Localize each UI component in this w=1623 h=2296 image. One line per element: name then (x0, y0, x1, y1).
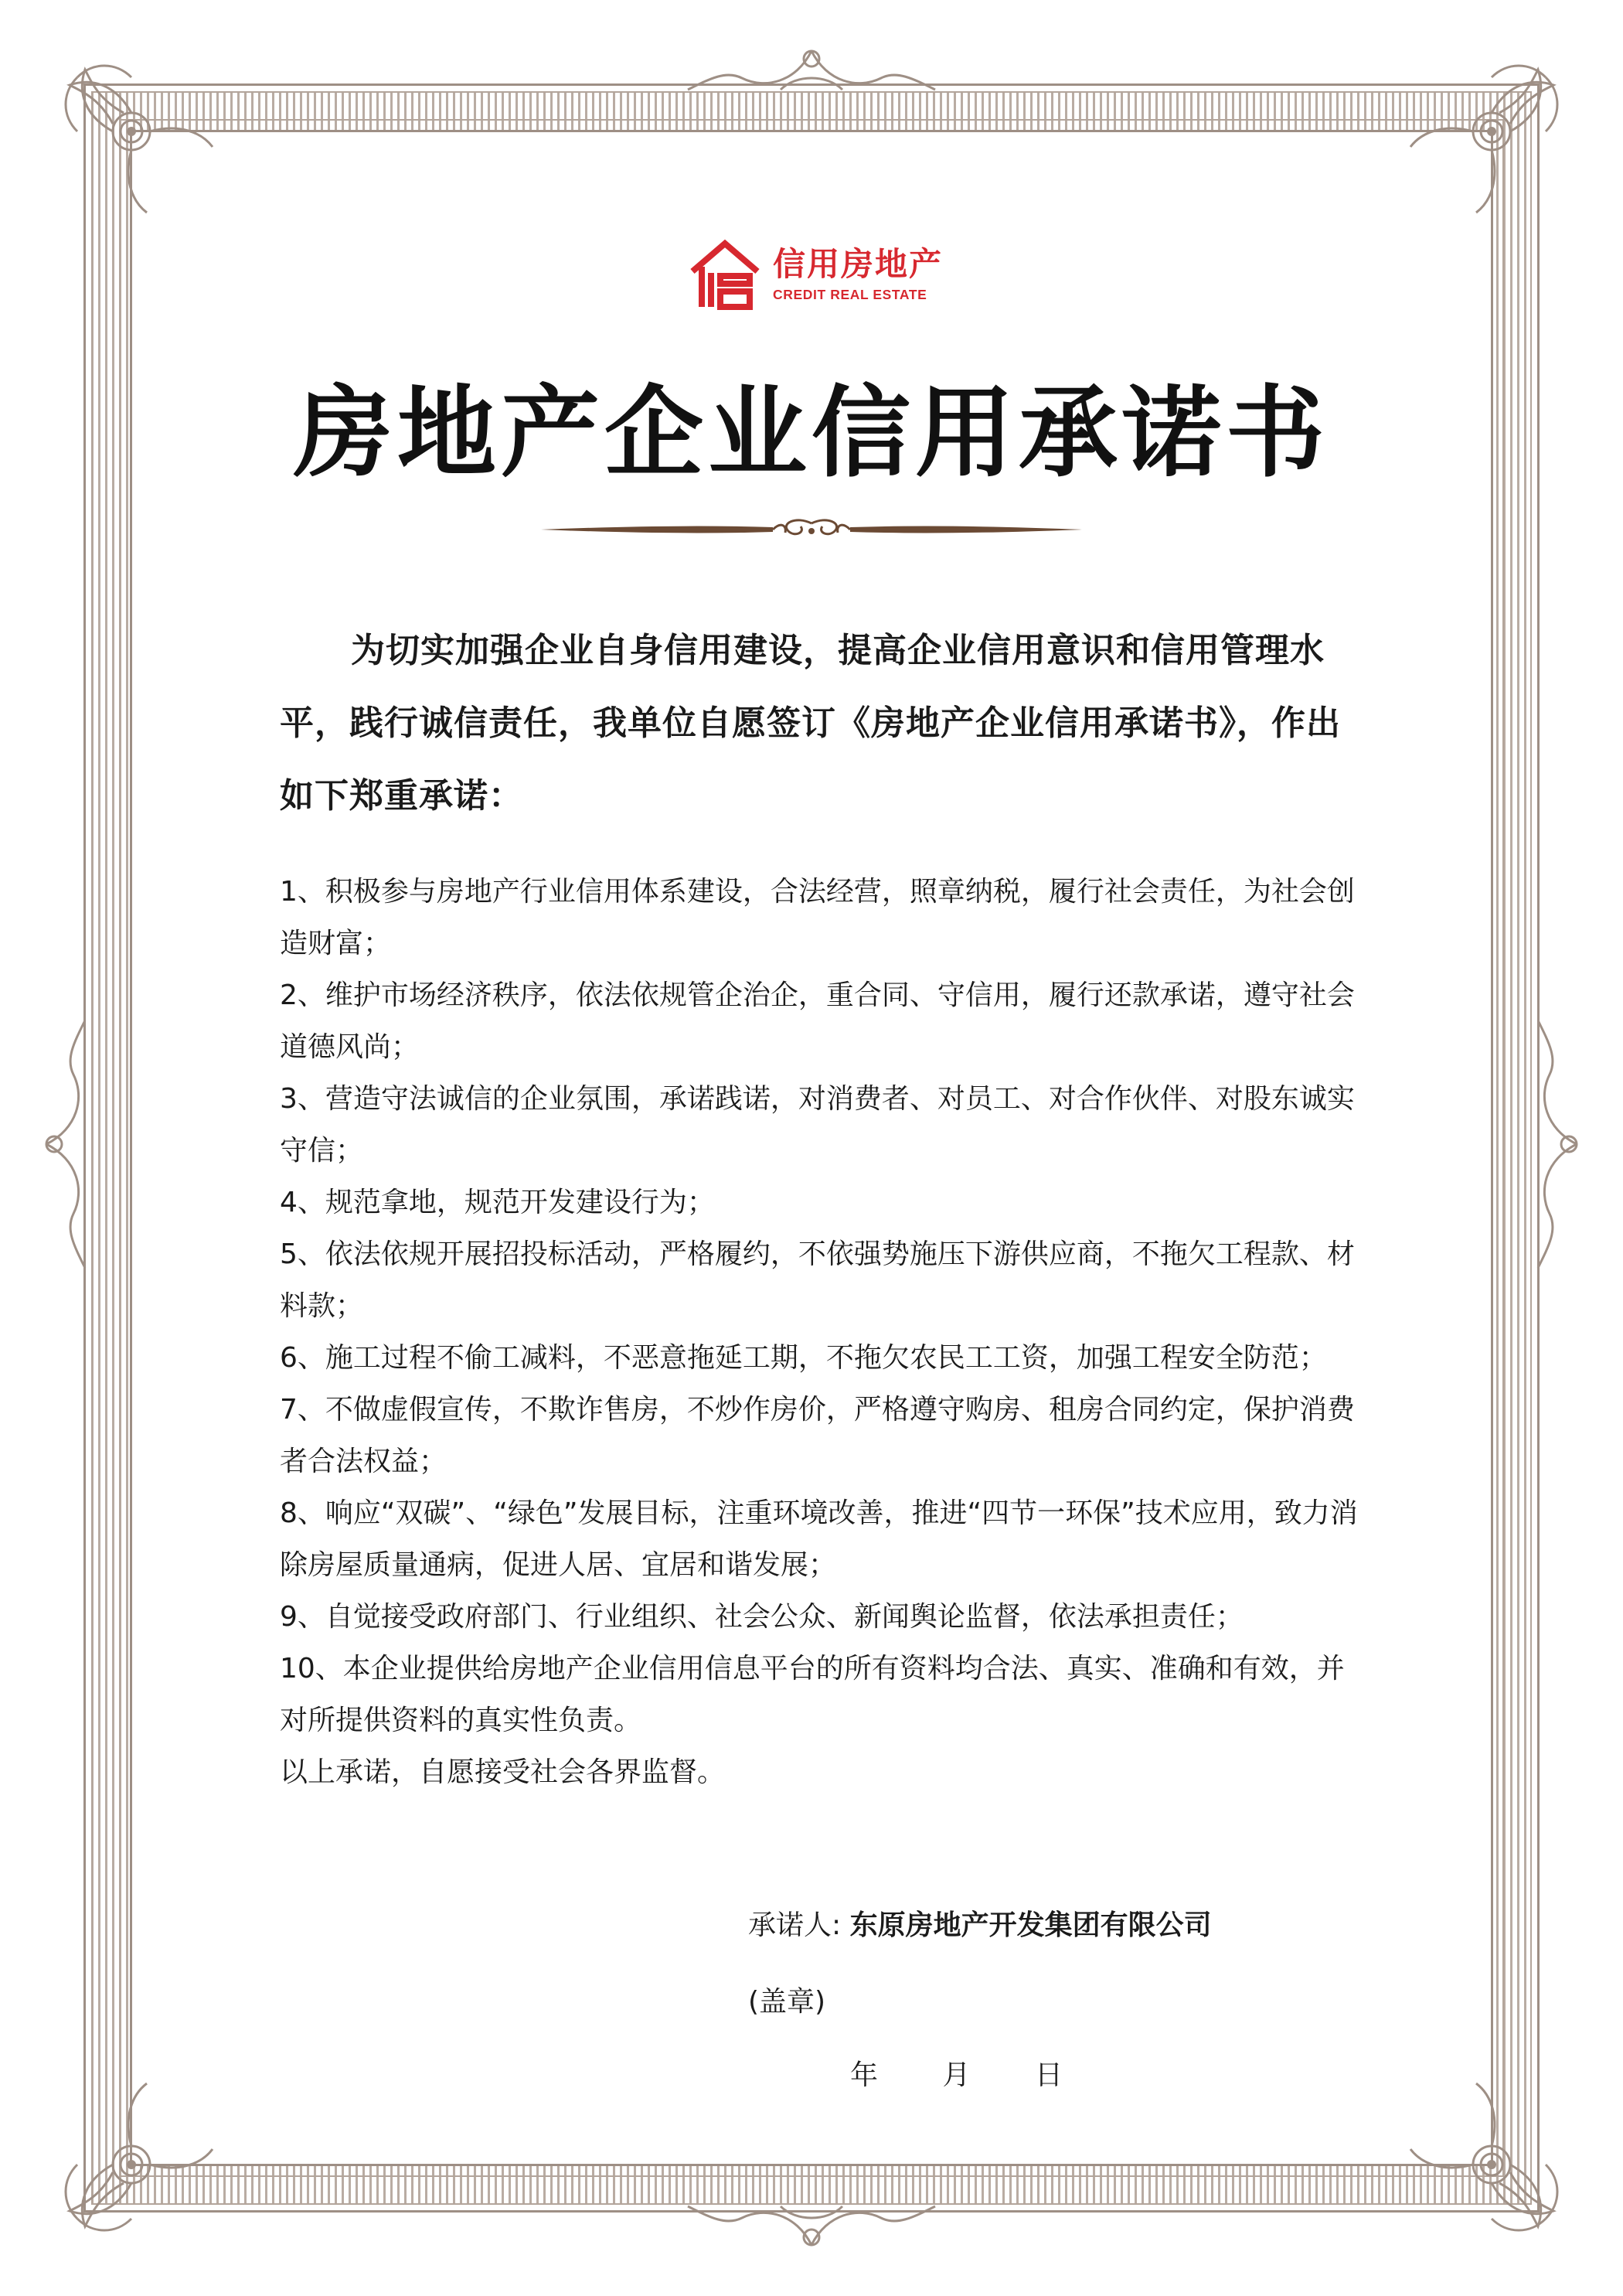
company-name: 东原房地产开发集团有限公司 (849, 1909, 1212, 1941)
commitment-item: 4、规范拿地，规范开发建设行为； (280, 1187, 715, 1218)
date-line (850, 2052, 1063, 2099)
corner-ornament-icon (46, 46, 216, 216)
top-scroll-ornament-icon (680, 36, 943, 105)
bottom-scroll-ornament-icon (680, 2191, 943, 2260)
commitment-list (280, 866, 1362, 1798)
intro-paragraph: 为切实加强企业自身信用建设，提高企业信用意识和信用管理水平，践行诚信责任，我单位自愿签订《房地产企业信用承诺书》，作出如下郑重承诺： (280, 631, 1341, 816)
commitment-item: 8、响应“双碳”、“绿色”发展目标，注重环境改善，推进“四节一环保”技术应用，致力消除房屋质量通病，促进人居、宜居和谐发展； (280, 1497, 1358, 1581)
commitment-item: 10、本企业提供给房地产企业信用信息平台的所有资料均合法、真实、准确和有效，并对所提供资料的真实性负责。 (280, 1653, 1345, 1736)
date-day: 日 (1034, 2059, 1063, 2091)
document-title: 房地产企业信用承诺书 (293, 375, 1329, 491)
seal-placeholder: (盖章) (748, 1986, 826, 2018)
date-month: 月 (942, 2059, 971, 2091)
logo-name-en: CREDIT REAL ESTATE (773, 287, 927, 302)
corner-ornament-icon (1407, 2080, 1577, 2250)
logo-name-cn: 信用房地产 (773, 245, 944, 283)
title-divider-ornament-icon (541, 514, 1082, 545)
commitment-item: 9、自觉接受政府部门、行业组织、社会公众、新闻舆论监督，依法承担责任； (280, 1601, 1244, 1633)
signature-line (748, 1902, 1212, 1949)
corner-ornament-icon (46, 2080, 216, 2250)
brand-logo (686, 232, 943, 317)
corner-ornament-icon (1407, 46, 1577, 216)
commitment-item: 6、施工过程不偷工减料，不恶意拖延工期，不拖欠农民工工资，加强工程安全防范； (280, 1342, 1327, 1374)
closing-statement: 以上承诺，自愿接受社会各界监督。 (280, 1756, 726, 1788)
commitment-item: 7、不做虚假宣传，不欺诈售房，不炒作房价，严格遵守购房、租房合同约定，保护消费者合法权益； (280, 1394, 1355, 1477)
right-scroll-ornament-icon (1523, 1013, 1592, 1276)
house-credit-logo-icon (686, 236, 764, 313)
signatory-label: 承诺人: (748, 1909, 842, 1941)
commitment-item: 5、依法依规开展招投标活动，严格履约，不依强势施压下游供应商，不拖欠工程款、材料款； (280, 1238, 1355, 1322)
date-year: 年 (850, 2059, 879, 2091)
commitment-item: 2、维护市场经济秩序，依法依规管企治企，重合同、守信用，履行还款承诺，遵守社会道德风尚； (280, 979, 1355, 1063)
commitment-item: 3、营造守法诚信的企业氛围，承诺践诺，对消费者、对员工、对合作伙伴、对股东诚实守信； (280, 1083, 1355, 1167)
left-scroll-ornament-icon (31, 1013, 100, 1276)
commitment-item: 1、积极参与房地产行业信用体系建设，合法经营，照章纳税，履行社会责任，为社会创造财富； (280, 876, 1355, 959)
